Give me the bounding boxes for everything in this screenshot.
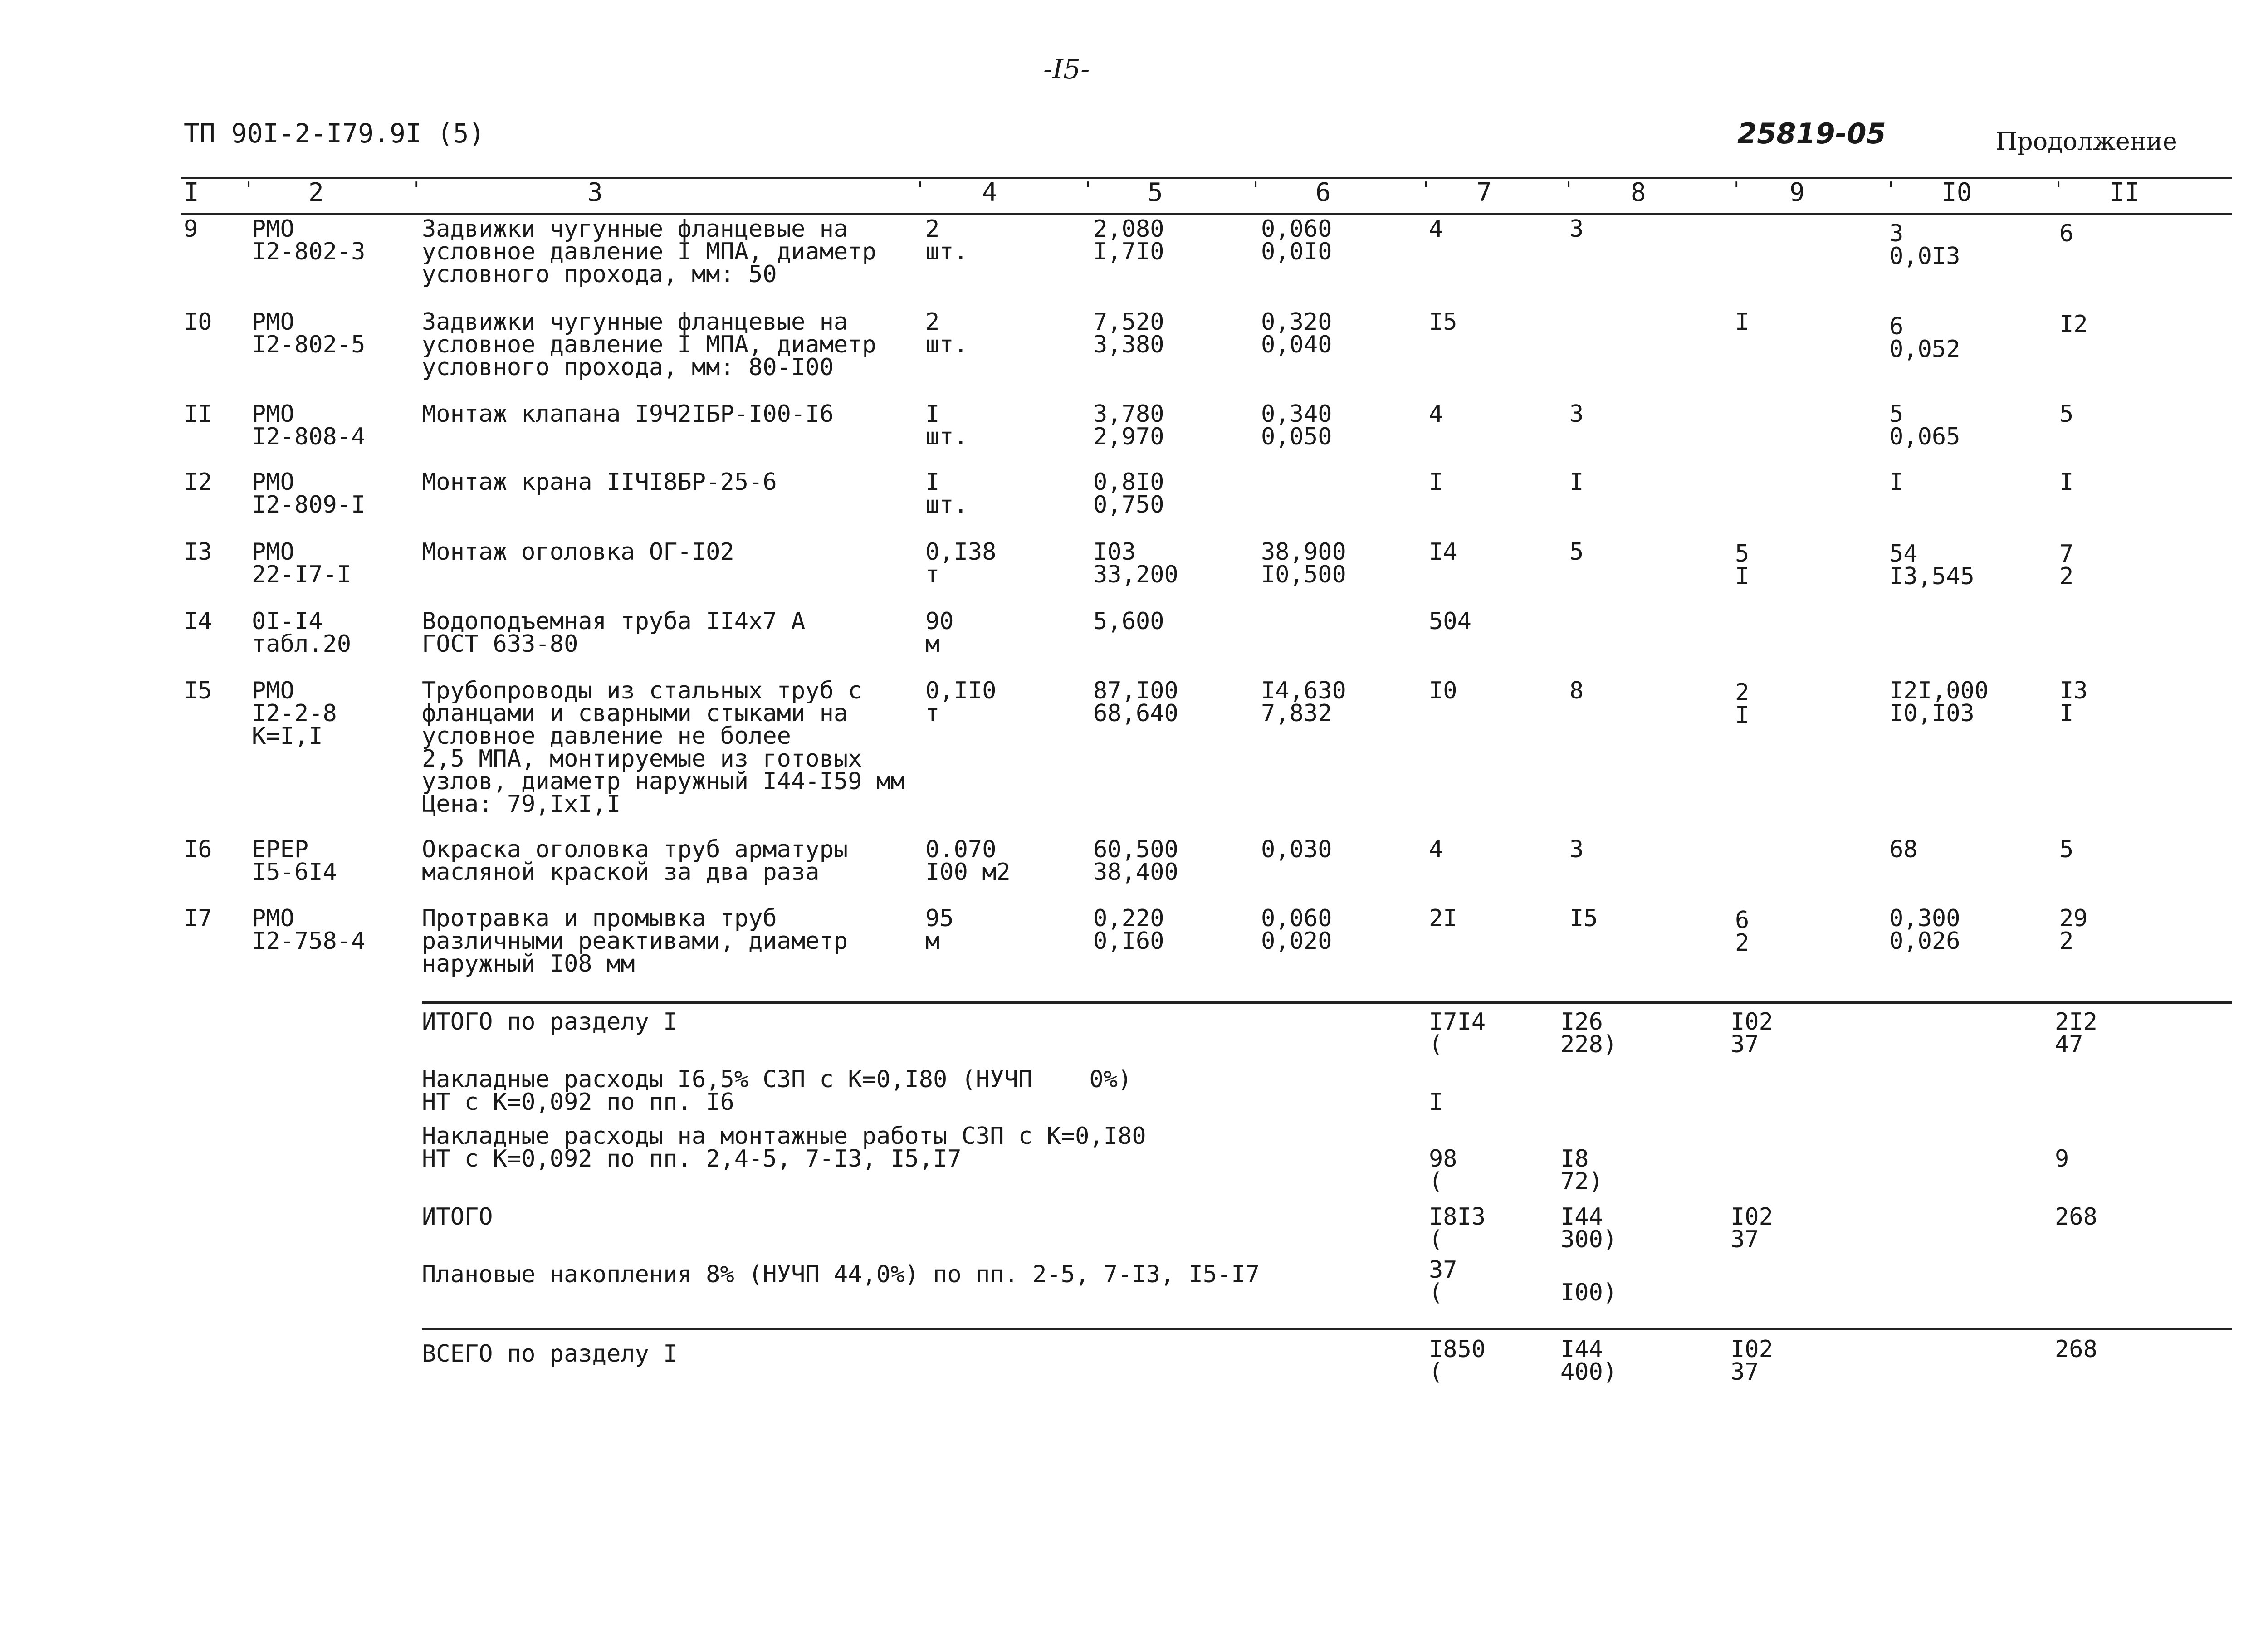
col-header-9: 9 bbox=[1789, 178, 1805, 207]
row-number: I6 bbox=[184, 836, 212, 863]
row-col10: 0,300 0,026 bbox=[1889, 905, 1960, 955]
row-description: Трубопроводы из стальных труб с фланцами и сварными стыками на условное давление не более 2,5 МПА, монтируемые из готовых узлов, диаметр наружный I44-I59 мм Цена: 79,IхI,I bbox=[422, 677, 905, 818]
summary-col7: 98 ( bbox=[1429, 1145, 1457, 1195]
col-header-11: II bbox=[2109, 178, 2140, 207]
summary-col8: I00) bbox=[1560, 1279, 1618, 1306]
row-col6: 0,060 0,020 bbox=[1261, 905, 1332, 955]
row-col11: I2 bbox=[2059, 311, 2088, 338]
summary-col11: 9 bbox=[2055, 1145, 2069, 1172]
total-rule bbox=[422, 1328, 2232, 1330]
row-description: Задвижки чугунные фланцевые на условное давление I МПА, диаметр условного прохода, мм: 50 bbox=[422, 215, 876, 288]
row-description: Монтаж оголовка ОГ-I02 bbox=[422, 538, 734, 566]
row-col6: 0,030 bbox=[1261, 836, 1332, 863]
row-col5: 60,500 38,400 bbox=[1093, 836, 1178, 886]
row-col7: 4 bbox=[1429, 836, 1443, 863]
row-col10: 68 bbox=[1889, 836, 1918, 863]
row-col9: 5 I bbox=[1735, 540, 1750, 590]
summary-rule bbox=[422, 1001, 2232, 1004]
row-col11: 7 2 bbox=[2059, 540, 2074, 590]
col-header-1: I bbox=[184, 178, 199, 207]
row-col6: 38,900 I0,500 bbox=[1261, 538, 1346, 588]
continued-label: Продолжение bbox=[1996, 127, 2177, 156]
row-quantity: 0,I38 т bbox=[925, 538, 997, 588]
col-header-3: 3 bbox=[587, 178, 603, 207]
row-col6: 0,340 0,050 bbox=[1261, 400, 1332, 450]
row-col7: 4 bbox=[1429, 400, 1443, 428]
row-code: РМО I2-802-5 bbox=[252, 308, 366, 358]
col-separator: ' bbox=[1082, 178, 1094, 201]
row-col7: 504 bbox=[1429, 608, 1471, 635]
summary-col7: I bbox=[1429, 1089, 1443, 1116]
summary-col8: I44 400) bbox=[1560, 1336, 1618, 1386]
col-separator: ' bbox=[1563, 178, 1575, 201]
row-col7: I4 bbox=[1429, 538, 1457, 566]
page-number: -I5- bbox=[1043, 54, 1090, 85]
row-description: Окраска оголовка труб арматуры масляной краской за два раза bbox=[422, 836, 848, 886]
row-col7: I0 bbox=[1429, 677, 1457, 704]
row-col7: 2I bbox=[1429, 905, 1457, 932]
col-separator: ' bbox=[411, 178, 423, 201]
col-separator: ' bbox=[914, 178, 926, 201]
col-separator: ' bbox=[1730, 178, 1743, 201]
row-col5: 0,8I0 0,750 bbox=[1093, 469, 1164, 518]
header-top-rule bbox=[181, 177, 2232, 179]
row-col8: 8 bbox=[1569, 677, 1584, 704]
summary-col7: I8I3 ( bbox=[1429, 1203, 1486, 1253]
row-code: РМО I2-802-3 bbox=[252, 215, 366, 265]
row-quantity: 90 м bbox=[925, 608, 954, 658]
row-code: ЕРЕР I5-6I4 bbox=[252, 836, 337, 886]
col-header-6: 6 bbox=[1315, 178, 1331, 207]
row-number: II bbox=[184, 400, 212, 428]
row-col11: I bbox=[2059, 469, 2074, 496]
summary-col8: I26 228) bbox=[1560, 1008, 1618, 1058]
row-code: 0I-I4 табл.20 bbox=[252, 608, 352, 658]
row-col8: 3 bbox=[1569, 836, 1584, 863]
row-quantity: 0.070 I00 м2 bbox=[925, 836, 1011, 886]
col-separator: ' bbox=[1250, 178, 1262, 201]
row-col10: I bbox=[1889, 469, 1904, 496]
row-number: I5 bbox=[184, 677, 212, 704]
row-number: I2 bbox=[184, 469, 212, 496]
row-col7: I bbox=[1429, 469, 1443, 496]
col-header-5: 5 bbox=[1148, 178, 1163, 207]
summary-label: ВСЕГО по разделу I bbox=[422, 1340, 678, 1367]
row-col6: I4,630 7,832 bbox=[1261, 677, 1346, 727]
row-number: I4 bbox=[184, 608, 212, 635]
row-quantity: 95 м bbox=[925, 905, 954, 955]
row-quantity: 2 шт. bbox=[925, 215, 968, 265]
summary-col11: 2I2 47 bbox=[2055, 1008, 2097, 1058]
row-col9: I bbox=[1735, 308, 1750, 336]
col-header-8: 8 bbox=[1631, 178, 1646, 207]
row-number: I3 bbox=[184, 538, 212, 566]
row-quantity: I шт. bbox=[925, 400, 968, 450]
row-col5: 0,220 0,I60 bbox=[1093, 905, 1164, 955]
row-code: РМО I2-758-4 bbox=[252, 905, 366, 955]
row-col7: I5 bbox=[1429, 308, 1457, 336]
summary-col11: 268 bbox=[2055, 1203, 2097, 1231]
row-code: РМО 22-I7-I bbox=[252, 538, 352, 588]
summary-col9: I02 37 bbox=[1730, 1203, 1773, 1253]
row-description: Водоподъемная труба II4х7 А ГОСТ 633-80 bbox=[422, 608, 806, 658]
summary-label: Плановые накопления 8% (НУЧП 44,0%) по пп. 2-5, 7-I3, I5-I7 bbox=[422, 1261, 1260, 1288]
row-col5: 7,520 3,380 bbox=[1093, 308, 1164, 358]
row-col8: 5 bbox=[1569, 538, 1584, 566]
col-header-7: 7 bbox=[1476, 178, 1492, 207]
row-col7: 4 bbox=[1429, 215, 1443, 243]
summary-label: Накладные расходы на монтажные работы СЗП с К=0,I80 НТ с К=0,092 по пп. 2,4-5, 7-I3, I5,I7 bbox=[422, 1123, 1146, 1172]
row-col11: 5 bbox=[2059, 836, 2074, 863]
row-col11: 5 bbox=[2059, 400, 2074, 428]
row-quantity: I шт. bbox=[925, 469, 968, 518]
summary-col8: I8 72) bbox=[1560, 1145, 1603, 1195]
row-col10: 3 0,0I3 bbox=[1889, 220, 1960, 270]
row-col5: I03 33,200 bbox=[1093, 538, 1178, 588]
row-col5: 3,780 2,970 bbox=[1093, 400, 1164, 450]
row-code: РМО I2-2-8 К=I,I bbox=[252, 677, 337, 750]
row-quantity: 0,II0 т bbox=[925, 677, 997, 727]
row-col10: I2I,000 I0,I03 bbox=[1889, 677, 1989, 727]
row-col10: 5 0,065 bbox=[1889, 400, 1960, 450]
row-col11: 29 2 bbox=[2059, 905, 2088, 955]
row-number: I0 bbox=[184, 308, 212, 336]
row-number: I7 bbox=[184, 905, 212, 932]
header-bottom-rule bbox=[181, 213, 2232, 215]
row-col8: 3 bbox=[1569, 215, 1584, 243]
reference-number: 25819-05 bbox=[1737, 117, 1886, 150]
row-col8: I5 bbox=[1569, 905, 1598, 932]
col-separator: ' bbox=[1885, 178, 1897, 201]
summary-col7: I7I4 ( bbox=[1429, 1008, 1486, 1058]
row-col10: 54 I3,545 bbox=[1889, 540, 1975, 590]
summary-col11: 268 bbox=[2055, 1336, 2097, 1363]
row-number: 9 bbox=[184, 215, 198, 243]
row-col8: 3 bbox=[1569, 400, 1584, 428]
row-description: Монтаж крана IIЧI8БР-25-6 bbox=[422, 469, 777, 496]
row-description: Протравка и промывка труб различными реактивами, диаметр наружный I08 мм bbox=[422, 905, 848, 977]
row-col10: 6 0,052 bbox=[1889, 313, 1960, 363]
col-separator: ' bbox=[1420, 178, 1432, 201]
row-code: РМО I2-808-4 bbox=[252, 400, 366, 450]
row-col9: 2 I bbox=[1735, 679, 1750, 729]
row-col8: I bbox=[1569, 469, 1584, 496]
summary-col9: I02 37 bbox=[1730, 1008, 1773, 1058]
summary-col7: I850 ( bbox=[1429, 1336, 1486, 1386]
row-description: Монтаж клапана I9Ч2IБР-I00-I6 bbox=[422, 400, 834, 428]
row-code: РМО I2-809-I bbox=[252, 469, 366, 518]
row-col5: 87,I00 68,640 bbox=[1093, 677, 1178, 727]
document-code: ТП 90I-2-I79.9I (5) bbox=[184, 118, 485, 149]
summary-col9: I02 37 bbox=[1730, 1336, 1773, 1386]
col-header-4: 4 bbox=[982, 178, 997, 207]
summary-label: ИТОГО по разделу I bbox=[422, 1008, 678, 1035]
row-col5: 2,080 I,7I0 bbox=[1093, 215, 1164, 265]
row-col6: 0,320 0,040 bbox=[1261, 308, 1332, 358]
row-col5: 5,600 bbox=[1093, 608, 1164, 635]
summary-col8: I44 300) bbox=[1560, 1203, 1618, 1253]
summary-label: ИТОГО bbox=[422, 1203, 493, 1231]
col-header-2: 2 bbox=[308, 178, 324, 207]
row-col9: 6 2 bbox=[1735, 907, 1750, 957]
row-description: Задвижки чугунные фланцевые на условное давление I МПА, диаметр условного прохода, мм: 80-I00 bbox=[422, 308, 876, 381]
row-col11: 6 bbox=[2059, 220, 2074, 247]
col-separator: ' bbox=[243, 178, 255, 201]
col-header-10: I0 bbox=[1941, 178, 1972, 207]
row-quantity: 2 шт. bbox=[925, 308, 968, 358]
summary-col7: 37 ( bbox=[1429, 1256, 1457, 1306]
summary-label: Накладные расходы I6,5% СЗП с К=0,I80 (НУЧП 0%) НТ с К=0,092 по пп. I6 bbox=[422, 1066, 1132, 1116]
row-col6: 0,060 0,0I0 bbox=[1261, 215, 1332, 265]
row-col11: I3 I bbox=[2059, 677, 2088, 727]
col-separator: ' bbox=[2053, 178, 2065, 201]
